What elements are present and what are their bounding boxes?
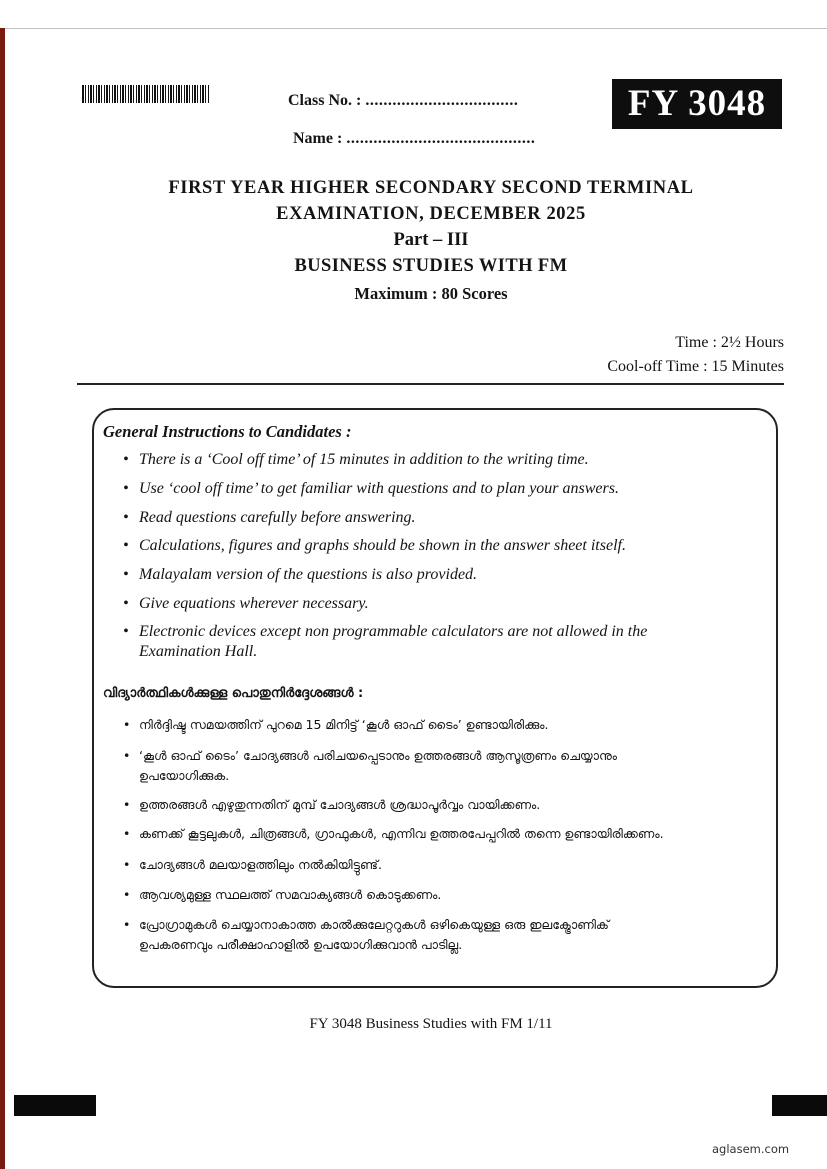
exam-title-line1: FIRST YEAR HIGHER SECONDARY SECOND TERMINAL: [168, 178, 694, 198]
bullet-icon: •: [123, 451, 129, 468]
watermark: aglasem.com: [712, 1142, 790, 1156]
exam-part: Part – III: [393, 230, 469, 250]
max-score: Maximum : 80 Scores: [354, 284, 508, 303]
bullet-icon: •: [123, 595, 129, 612]
registration-mark-right: [772, 1095, 827, 1116]
bullet-icon: •: [123, 509, 129, 526]
exam-title-line2: EXAMINATION, DECEMBER 2025: [276, 204, 586, 224]
instruction-item: • Read questions carefully before answering.: [123, 509, 416, 526]
malayalam-instruction-item: • ആവശ്യമുള്ള സ്ഥലത്ത് സമവാക്യങ്ങൾ കൊടുക്കണം.: [123, 885, 783, 905]
name-dots: ..........................................: [346, 130, 536, 147]
instructions-title: General Instructions to Candidates :: [103, 422, 352, 441]
malayalam-instruction-item: • ‘കൂൾ ഓഫ് ടൈം’ ചോദ്യങ്ങൾ പരിചയപ്പെടാനും ഉത്തരങ്ങൾ ആസൂത്രണം ചെയ്യാനും ഉപയോഗിക്കുക.: [123, 748, 618, 783]
bullet-icon: •: [123, 826, 131, 841]
bullet-icon: •: [123, 797, 131, 812]
bullet-icon: •: [123, 717, 131, 732]
instruction-item: • There is a ‘Cool off time’ of 15 minutes in addition to the writing time.: [123, 451, 589, 468]
page-footer: FY 3048 Business Studies with FM 1/11: [309, 1016, 553, 1032]
instruction-item: • Use ‘cool off time’ to get familiar with questions and to plan your answers.: [123, 480, 619, 497]
bullet-icon: •: [123, 537, 129, 554]
page-edge-left: [0, 28, 5, 1169]
bullet-icon: •: [123, 887, 131, 902]
bullet-icon: •: [123, 748, 131, 763]
instruction-item: • Electronic devices except non programmable calculators are not allowed in the Examination Hall.: [123, 623, 648, 660]
malayalam-instruction-item: • ചോദ്യങ്ങൾ മലയാളത്തിലും നൽകിയിട്ടുണ്ട്.: [123, 855, 783, 875]
name-field: [293, 130, 535, 148]
bullet-icon: •: [123, 480, 129, 497]
instruction-item: • Give equations wherever necessary.: [123, 595, 369, 612]
name-label: Name :: [293, 130, 343, 147]
exam-code-badge: FY 3048: [612, 79, 782, 129]
bullet-icon: •: [123, 566, 129, 583]
barcode: [82, 85, 210, 103]
malayalam-instruction-item: • നിർദ്ദിഷ്ട സമയത്തിന് പുറമെ 15 മിനിട്ട് ‘കൂൾ ഓഫ് ടൈം’ ഉണ്ടായിരിക്കും.: [123, 715, 783, 735]
instruction-item: • Calculations, figures and graphs should be shown in the answer sheet itself.: [123, 537, 626, 554]
bullet-icon: •: [123, 917, 131, 932]
instruction-item: • Malayalam version of the questions is also provided.: [123, 566, 478, 583]
exam-subject: BUSINESS STUDIES WITH FM: [294, 256, 568, 276]
class-no-field: [288, 92, 518, 110]
header-divider: [77, 383, 784, 385]
cool-off-time: Cool-off Time : 15 Minutes: [607, 358, 784, 375]
registration-mark-left: [14, 1095, 96, 1116]
class-no-dots: ..................................: [365, 92, 519, 109]
malayalam-instruction-item: • ഉത്തരങ്ങൾ എഴുതുന്നതിന് മുമ്പ് ചോദ്യങ്ങൾ ശ്രദ്ധാപൂർവ്വം വായിക്കണം.: [123, 795, 783, 815]
bullet-icon: •: [123, 623, 129, 640]
exam-time: Time : 2½ Hours: [675, 334, 784, 351]
bullet-icon: •: [123, 857, 131, 872]
malayalam-instructions-title: വിദ്യാർത്ഥികൾക്കുള്ള പൊതുനിർദ്ദേശങ്ങൾ :: [103, 686, 364, 701]
malayalam-instruction-item: • കണക്ക് കൂട്ടലുകൾ, ചിത്രങ്ങൾ, ഗ്രാഫുകൾ, എന്നിവ ഉത്തരപേപ്പറിൽ തന്നെ ഉണ്ടായിരിക്കണം.: [123, 824, 783, 844]
malayalam-instruction-item: • പ്രോഗ്രാമുകൾ ചെയ്യാനാകാത്ത കാൽക്കുലേറ്ററുകൾ ഒഴികെയുള്ള ഒരു ഇലക്ട്രോണിക് ഉപകരണവും പരീക്ഷാഹാളിൽ ഉപയോഗിക്കുവാൻ പാടില്ല.: [123, 917, 609, 952]
class-no-label: Class No. :: [288, 92, 362, 109]
page-edge-top: [0, 28, 827, 29]
